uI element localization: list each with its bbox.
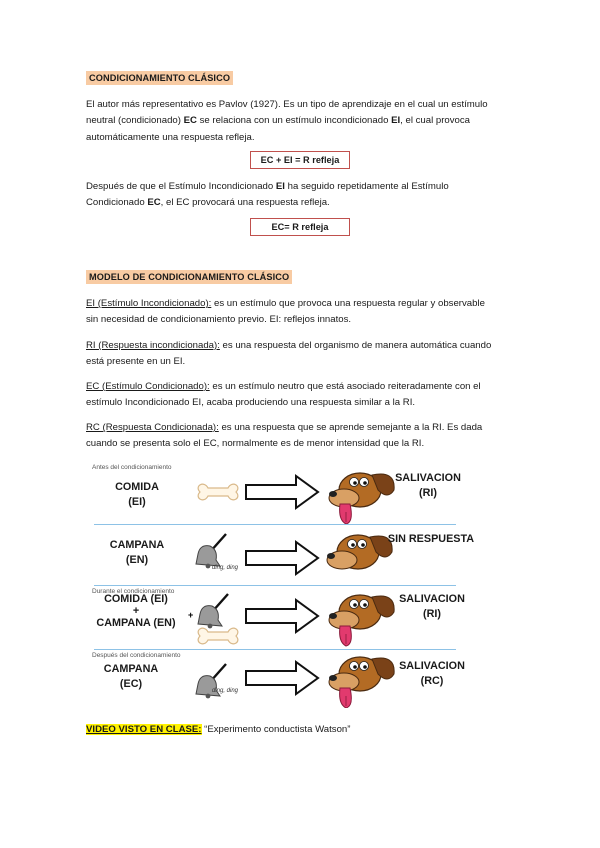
formula-ec: EC= R refleja [250, 218, 350, 236]
definition-ei: EI (Estímulo Incondicionado): es un estímulo que provoca una respuesta regular y observable sin necesidad de condicionamiento previo. EI: reflejos innatos. [86, 298, 485, 326]
definition-ec: EC (Estímulo Condicionado): es un estímulo neutro que está asociado reiteradamente con el estímulo Incondicionado EI, acaba produciendo una respuesta similar a la RI. [86, 381, 481, 409]
separator-line [94, 524, 456, 525]
ding-label: ding, ding [212, 688, 239, 694]
label-campana-ec: CAMPANA (EC) [103, 663, 159, 690]
separator-line [94, 585, 456, 586]
caption-during: Durante el condicionamiento [92, 588, 175, 595]
label-salivacion-rc: SALIVACION (RC) [399, 660, 465, 687]
video-label: VIDEO VISTO EN CLASE: [86, 724, 202, 735]
label-salivacion-ri: SALIVACION (RI) [395, 472, 461, 499]
separator-line [94, 649, 456, 650]
svg-text:+: + [188, 610, 194, 620]
section-heading-modelo: MODELO DE CONDICIONAMIENTO CLÁSICO [86, 270, 292, 284]
label-comida-campana: COMIDA (EI) + CAMPANA (EN) [96, 593, 176, 629]
section-heading-condicionamiento: CONDICIONAMIENTO CLÁSICO [86, 71, 233, 85]
definition-rc: RC (Respuesta Condicionada): es una respuesta que se aprende semejante a la RI. Es dada cuando se presenta solo el EC, normalmente es de menor intensidad que la RI. [86, 422, 483, 450]
label-salivacion-ri-2: SALIVACION (RI) [399, 593, 465, 620]
intro-paragraph [86, 97, 526, 146]
intro-line-3: automáticamente una respuesta refleja. [86, 131, 255, 143]
intro-line-1: El autor más representativo es Pavlov (1927). Es un tipo de aprendizaje en el cual un estímulo [86, 99, 488, 110]
caption-before: Antes del condicionamiento [92, 464, 172, 471]
after-line-1: Después de que el Estímulo Incondicionado EI ha seguido repetidamente al Estímulo [86, 181, 449, 192]
label-comida-ei: COMIDA (EI) [115, 481, 159, 508]
caption-after: Después del condicionamiento [92, 652, 181, 659]
after-paragraph [86, 179, 526, 212]
video-title: “Experimento conductista Watson” [201, 724, 351, 735]
video-reference [86, 724, 350, 735]
ding-label: ding, ding [212, 565, 239, 571]
label-campana-en: CAMPANA (EN) [109, 539, 165, 566]
intro-line-2: neutral (condicionado) EC se relaciona con un estímulo incondicionado EI, el cual provoca [86, 115, 471, 127]
definition-ri: RI (Respuesta incondicionada): es una respuesta del organismo de manera automática cuando está presente en un EI. [86, 340, 492, 368]
after-line-2: Condicionado EC, el EC provocará una respuesta refleja. [86, 197, 330, 209]
label-sin-respuesta: SIN RESPUESTA [387, 533, 475, 545]
formula-ec-ei: EC + EI = R refleja [250, 151, 350, 169]
